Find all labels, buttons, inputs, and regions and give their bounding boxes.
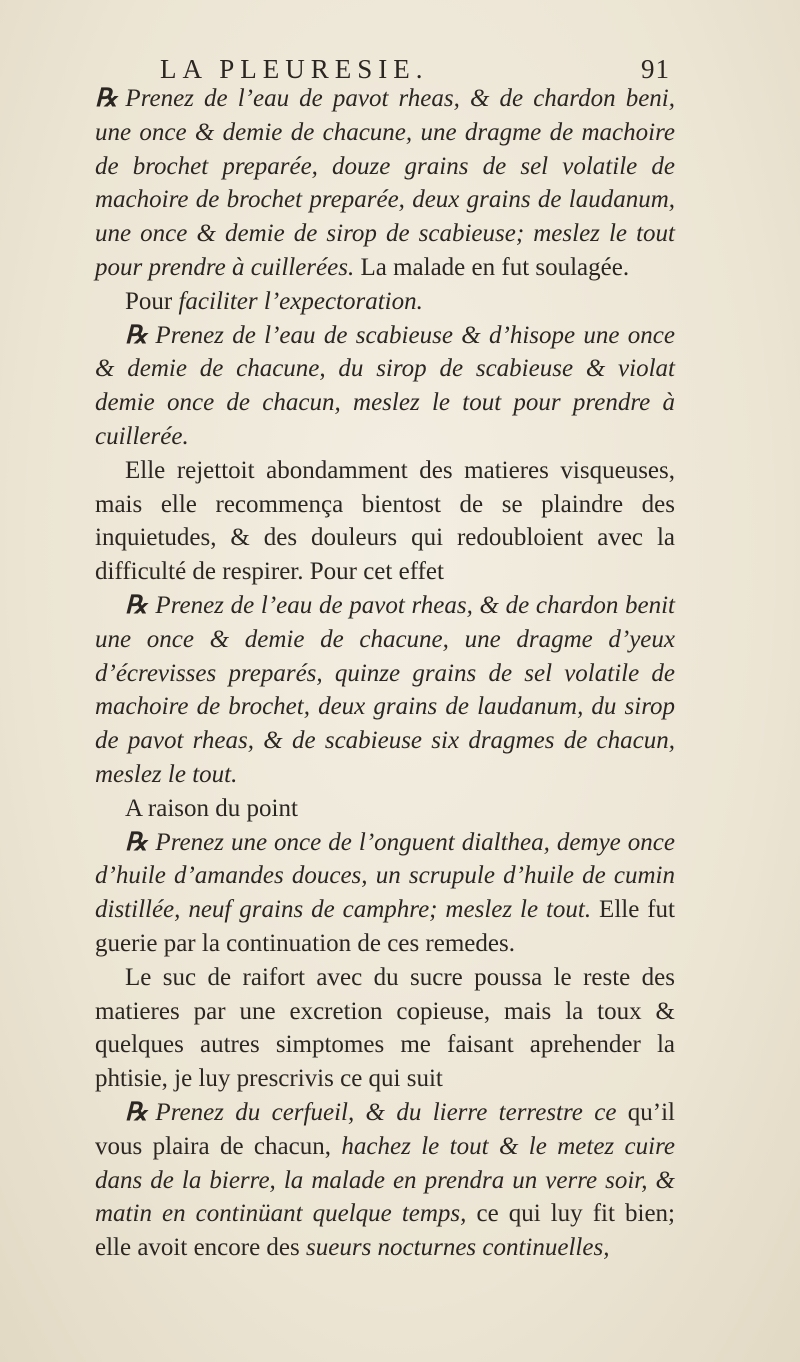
page-body bbox=[95, 82, 675, 1265]
recipe-tail: qu’il vous plaira de chacun, bbox=[95, 1098, 675, 1160]
recipe-symbol: ℞ bbox=[125, 1098, 148, 1126]
body-paragraph bbox=[95, 285, 675, 319]
page-header bbox=[160, 56, 670, 83]
recipe-paragraph bbox=[95, 589, 675, 792]
recipe-text: Prenez de l’eau de scabieuse & d’hisope une once & demie de chacune, du sirop de scabieuse & violat demie once de chacun, meslez le tout pour prendre à cuillerée. bbox=[95, 321, 675, 450]
paragraph-text: Elle rejettoit abondamment des matieres visqueuses, mais elle recommença bientost de se plaindre des inquietudes, & des douleurs qui redoubloient avec la difficulté de respirer. Pour cet effet bbox=[95, 456, 675, 586]
body-paragraph bbox=[95, 961, 675, 1096]
recipe-paragraph bbox=[95, 826, 675, 961]
recipe-text: Prenez du cerfueil, & du lierre terrestre ce bbox=[155, 1098, 617, 1126]
recipe-text: Prenez de l’eau de pavot rheas, & de chardon beni, une once & demie de chacune, une dragme de machoire de brochet preparée, douze grains de sel volatile de machoire de brochet preparée, deux grains de laudanum, une once & demie de sirop de scabieuse; meslez le tout pour prendre à cuillerées. bbox=[95, 85, 675, 281]
recipe-text: Prenez une once de l’onguent dialthea, demye once d’huile d’amandes douces, un scrupule d’huile de cumin distillée, neuf grains de camphre; meslez le tout. bbox=[95, 828, 675, 924]
recipe-paragraph bbox=[95, 82, 675, 285]
page-number: 91 bbox=[641, 54, 670, 84]
recipe-symbol: ℞ bbox=[125, 828, 148, 856]
recipe-tail: La malade en fut soulagée. bbox=[354, 253, 630, 281]
recipe-tail: Elle fut guerie par la continuation de ces remedes. bbox=[95, 896, 676, 957]
recipe-paragraph bbox=[95, 1096, 675, 1265]
paragraph-lead: Pour bbox=[125, 287, 179, 315]
recipe-paragraph bbox=[95, 319, 675, 454]
paragraph-text: Le suc de raifort avec du sucre poussa le reste des matieres par une excretion copieuse, mais la toux & quelques autres simptomes me faisant aprehender la phtisie, je luy prescrivis ce qui suit bbox=[95, 963, 675, 1093]
paragraph-text: A raison du point bbox=[125, 794, 298, 822]
recipe-symbol: ℞ bbox=[125, 591, 148, 619]
recipe-text-final: sueurs nocturnes continuelles, bbox=[299, 1234, 610, 1262]
recipe-symbol: ℞ bbox=[125, 321, 148, 349]
paragraph-italic-text: faciliter l’expectoration. bbox=[178, 287, 423, 315]
recipe-tail-continued: ce qui luy fit bien; elle avoit encore des bbox=[95, 1200, 675, 1262]
body-paragraph bbox=[95, 454, 675, 589]
body-paragraph bbox=[95, 792, 675, 826]
running-title: LA PLEURESIE. bbox=[160, 54, 429, 84]
recipe-text: Prenez de l’eau de pavot rheas, & de chardon benit une once & demie de chacune, une dragme d’yeux d’écrevisses preparés, quinze grains de sel volatile de machoire de brochet, deux grains de laudanum, du sirop de pavot rheas, & de scabieuse six dragmes de chacun, meslez le tout. bbox=[95, 591, 675, 788]
recipe-symbol: ℞ bbox=[95, 85, 118, 112]
recipe-text-continued: hachez le tout & le metez cuire dans de la bierre, la malade en prendra un verre soir, & matin en continüant quelque temps, bbox=[95, 1132, 675, 1228]
